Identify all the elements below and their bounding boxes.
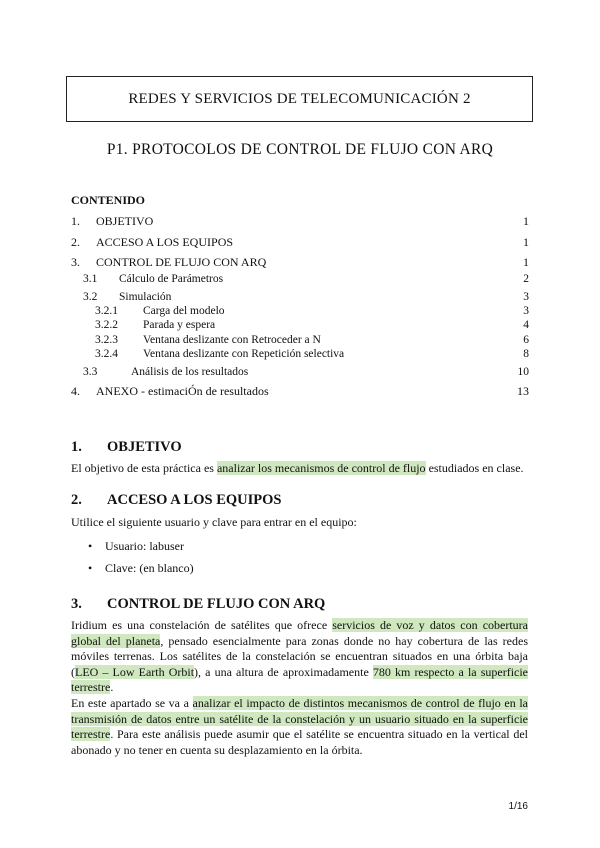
toc-label: Cálculo de Parámetros [119,273,224,285]
toc-number: 1. [71,214,80,228]
section-title: CONTROL DE FLUJO CON ARQ [107,596,326,612]
toc-page: 4 [523,319,529,331]
toc-number: 3.2 [83,291,98,303]
toc-label: Parada y espera [143,319,216,331]
toc-row[interactable] [71,346,529,362]
course-title: REDES Y SERVICIOS DE TELECOMUNICACIÓN 2 [128,90,471,107]
highlighted-text: servicios de voz y datos con cobertura global del planeta [71,618,528,648]
toc-number: 3.2.1 [95,305,118,317]
toc-page: 6 [523,334,529,346]
toc-heading: CONTENIDO [71,193,146,207]
toc-number: 4. [71,384,80,398]
document-title: P1. PROTOCOLOS DE CONTROL DE FLUJO CON ARQ [106,141,494,158]
toc-label: Simulación [119,291,172,303]
toc-row[interactable] [71,254,529,270]
toc-number: 3.2.3 [95,334,118,346]
toc-page: 1 [523,214,529,228]
section-title: OBJETIVO [107,439,182,455]
toc-label: Carga del modelo [143,305,225,317]
toc-label: ANEXO - estimaciÓn de resultados [96,384,269,398]
list-item-text: Usuario: labuser [105,539,184,553]
toc-row[interactable] [71,271,529,287]
toc-page: 3 [523,305,529,317]
toc-number: 3.3 [83,366,98,378]
text-run: ), a una altura de aproximadamente [194,664,373,679]
toc-page: 3 [523,291,529,303]
section-heading-objetivo [71,439,182,456]
section-heading-acceso [71,492,281,509]
page-number: 1/16 [508,801,528,812]
list-item-text: Clave: (en blanco) [105,561,194,575]
toc-row[interactable] [71,213,529,229]
section-title: ACCESO A LOS EQUIPOS [107,492,282,508]
toc-page: 10 [517,366,529,378]
text-run: El objetivo de esta práctica es [71,461,217,475]
highlighted-text: 780 km respecto a la superficie terrestre [71,664,529,694]
course-title-box [66,76,533,122]
toc-page: 8 [523,348,529,360]
section-number: 1. [71,439,82,455]
bullet-icon: • [88,561,93,575]
toc-number: 3. [71,255,80,269]
highlighted-text: LEO – Low Earth Orbit [75,664,195,679]
list-item [88,561,194,576]
objetivo-paragraph [71,461,528,477]
text-run: En este apartado se va a [71,696,193,710]
toc-label: Análisis de los resultados [131,366,249,378]
section-heading-control-flujo [71,596,325,613]
toc-label: Ventana deslizante con Repetición selectiva [143,348,345,360]
toc-page: 1 [523,255,529,269]
toc-row[interactable] [71,364,529,380]
toc-label: OBJETIVO [96,214,154,228]
section-number: 2. [71,492,82,508]
toc-number: 3.2.2 [95,319,118,331]
text-run: estudiados en clase. [425,461,524,475]
list-item [88,539,184,554]
section-number: 3. [71,596,82,612]
toc-label: ACCESO A LOS EQUIPOS [96,235,234,249]
analysis-paragraph [71,696,528,758]
toc-row[interactable] [71,234,529,250]
text-run: . Para este análisis puede asumir que el satélite se encuentra situado en la vertical del abonado y no tener en cuenta su desplazamiento en la órbita. [71,727,528,757]
toc-number: 2. [71,235,80,249]
highlighted-text: analizar los mecanismos de control de flujo [216,461,426,475]
toc-label: CONTROL DE FLUJO CON ARQ [96,255,267,269]
toc-number: 3.1 [83,273,98,285]
toc-page: 13 [517,384,529,398]
toc-page: 1 [523,235,529,249]
text-run: , pensado esencialmente para zonas donde no hay cobertura de las redes móviles terrenas. Los satélites de la constelación se encuentran situados en una órbita baja ( [71,633,529,679]
text-run: Iridium es una constelación de satélites que ofrece [71,618,333,632]
toc-row[interactable] [71,317,529,333]
toc-number: 3.2.4 [95,348,118,360]
bullet-icon: • [88,539,93,553]
acceso-intro: Utilice el siguiente usuario y clave para entrar en el equipo: [71,515,357,529]
toc-label: Ventana deslizante con Retroceder a N [143,334,321,346]
highlighted-text: analizar el impacto de distintos mecanismos de control de flujo en la transmisión de datos entre un satélite de la constelación y un usuario situado en la superficie terrestre [71,696,528,741]
toc-page: 2 [523,273,529,285]
iridium-paragraph [71,618,528,696]
toc-row[interactable] [71,383,529,399]
text-run: . [110,680,114,694]
